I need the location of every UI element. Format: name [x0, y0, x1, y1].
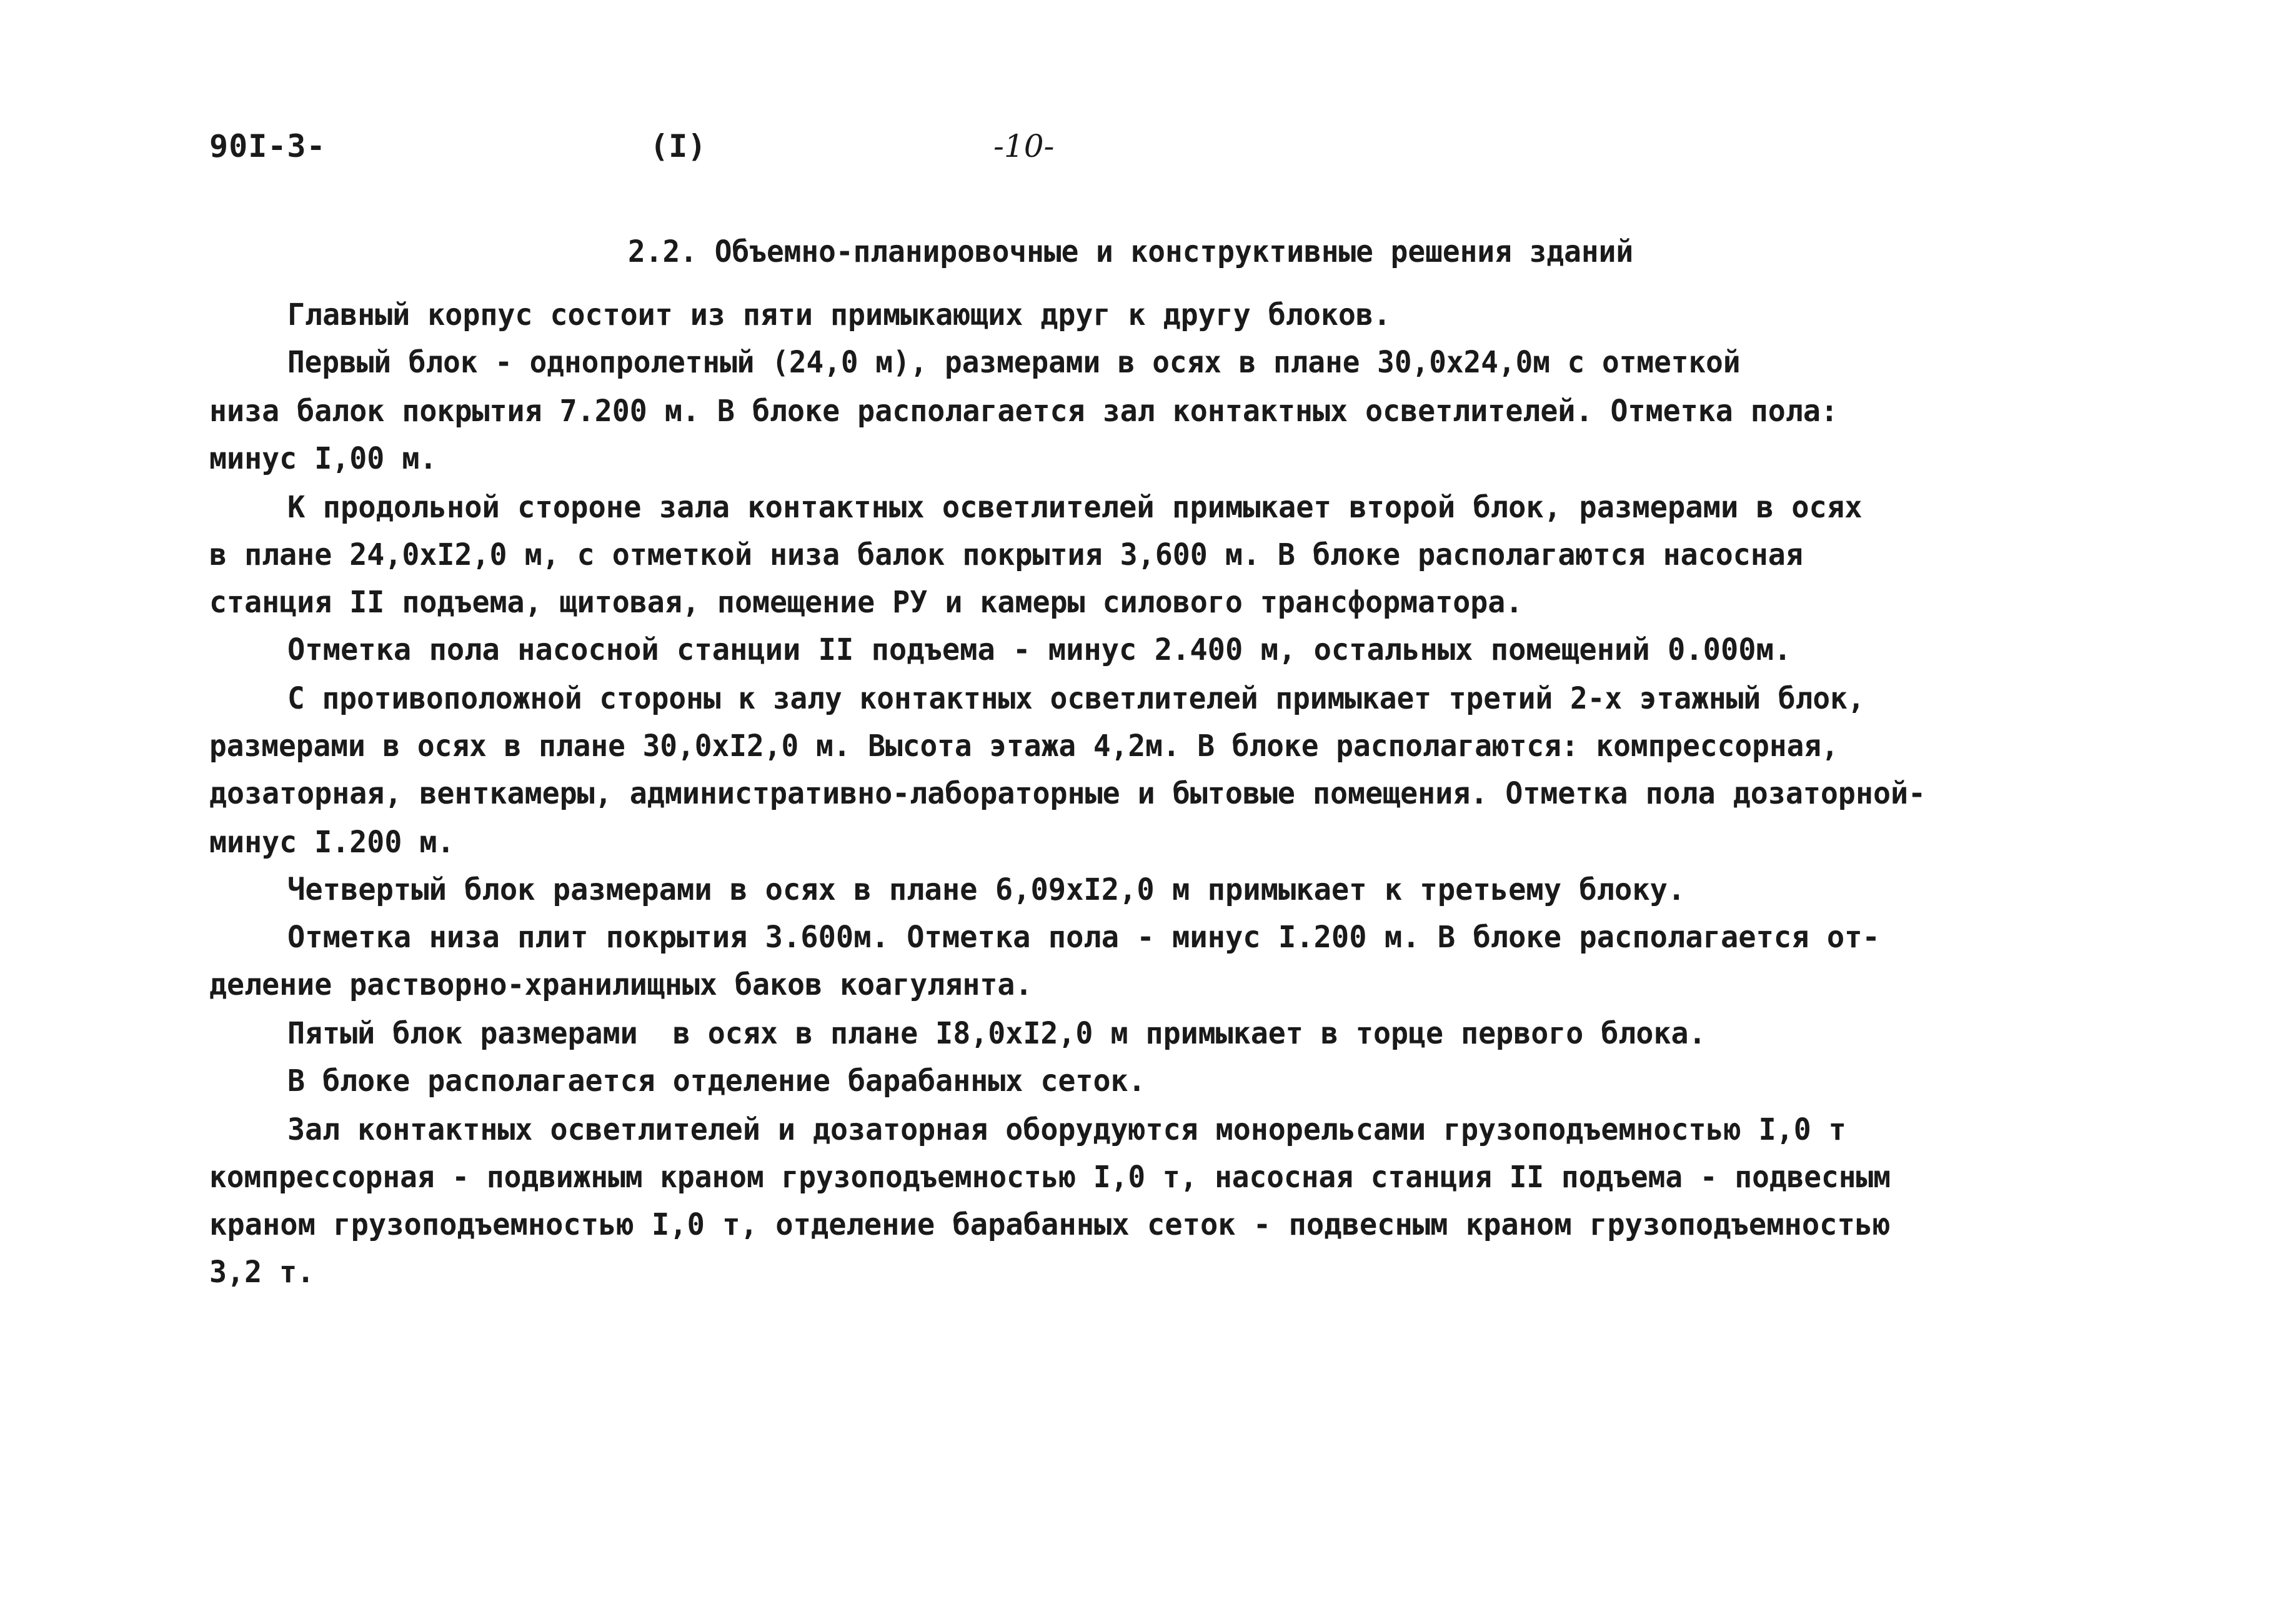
body-line: К продольной стороне зала контактных осветлителей примыкает второй блок, размерами в осях	[287, 490, 1863, 525]
volume-number: (I)	[650, 128, 707, 164]
body-line: Отметка пола насосной станции II подъема - минус 2.400 м, остальных помещений 0.000м.	[287, 632, 1792, 667]
body-line: в плане 24,0хI2,0 м, с отметкой низа балок покрытия 3,600 м. В блоке располагаются насосная	[209, 537, 1803, 572]
page-number: -10-	[993, 128, 1055, 164]
document-code: 90I-3-	[209, 128, 326, 164]
body-line: низа балок покрытия 7.200 м. В блоке располагается зал контактных осветлителей. Отметка пола:	[209, 394, 1838, 429]
body-line: дозаторная, венткамеры, административно-лабораторные и бытовые помещения. Отметка пола дозаторной-	[209, 776, 1926, 811]
body-line: Четвертый блок размерами в осях в плане 6,09хI2,0 м примыкает к третьему блоку.	[287, 872, 1686, 907]
body-line: размерами в осях в плане 30,0хI2,0 м. Высота этажа 4,2м. В блоке располагаются: компрессорная,	[209, 729, 1839, 764]
body-line: Отметка низа плит покрытия 3.600м. Отметка пола - минус I.200 м. В блоке располагается от-	[287, 920, 1880, 955]
body-line: Пятый блок размерами в осях в плане I8,0хI2,0 м примыкает в торце первого блока.	[287, 1016, 1706, 1051]
body-line: деление растворно-хранилищных баков коагулянта.	[209, 967, 1033, 1002]
body-line: минус I.200 м.	[209, 825, 455, 860]
body-line: С противоположной стороны к залу контактных осветлителей примыкает третий 2-х этажный блок,	[287, 681, 1865, 716]
body-line: Главный корпус состоит из пяти примыкающих друг к другу блоков.	[287, 297, 1391, 332]
section-title: 2.2. Объемно-планировочные и конструктивные решения зданий	[628, 234, 1634, 269]
body-line: Первый блок - однопролетный (24,0 м), размерами в осях в плане 30,0х24,0м с отметкой	[287, 345, 1741, 380]
body-line: В блоке располагается отделение барабанных сеток.	[287, 1064, 1146, 1098]
body-line: минус I,00 м.	[209, 441, 437, 476]
body-line: Зал контактных осветлителей и дозаторная оборудуются монорельсами грузоподъемностью I,0 т	[287, 1112, 1846, 1147]
body-line: компрессорная - подвижным краном грузоподъемностью I,0 т, насосная станция II подъема - подвесным	[209, 1160, 1891, 1195]
body-line: 3,2 т.	[209, 1255, 315, 1290]
body-line: краном грузоподъемностью I,0 т, отделение барабанных сеток - подвесным краном грузоподъемностью	[209, 1207, 1891, 1242]
body-line: станция II подъема, щитовая, помещение РУ и камеры силового трансформатора.	[209, 585, 1523, 620]
